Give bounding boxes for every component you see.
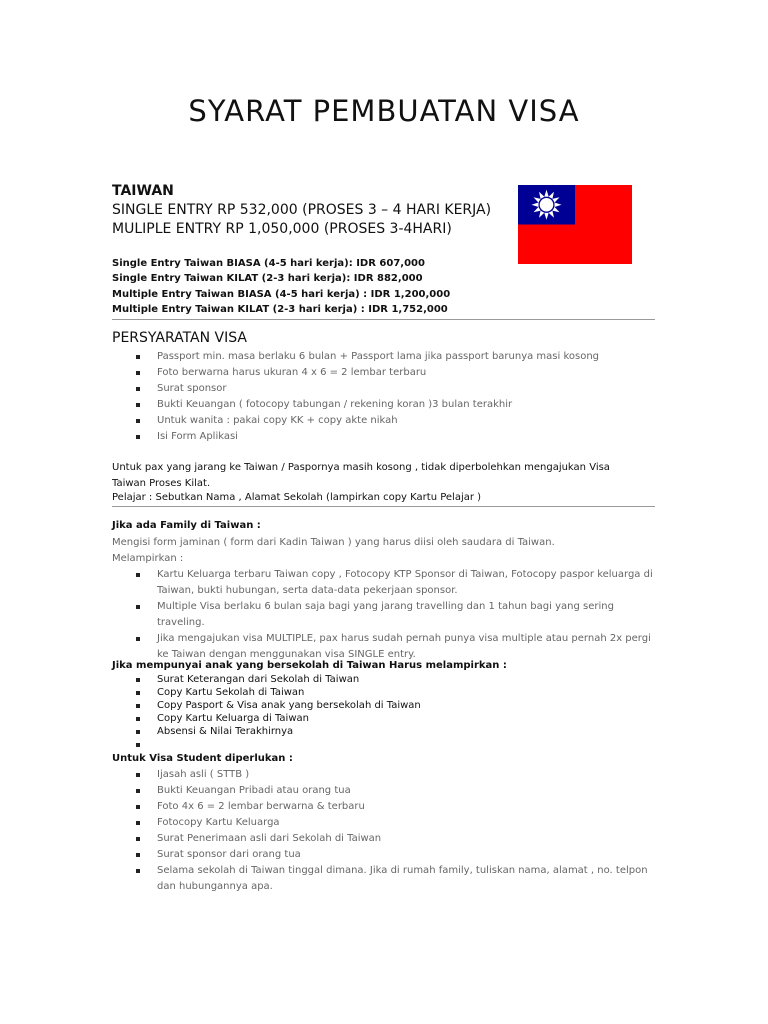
country-heading: TAIWAN bbox=[112, 183, 174, 199]
list-item: Surat sponsor dari orang tua bbox=[112, 847, 657, 863]
list-item: Isi Form Aplikasi bbox=[112, 429, 657, 445]
list-item: Surat sponsor bbox=[112, 381, 657, 397]
persyaratan-heading: PERSYARATAN VISA bbox=[112, 330, 247, 346]
list-item: Foto 4x 6 = 2 lembar berwarna & terbaru bbox=[112, 799, 657, 815]
list-item: Absensi & Nilai Terakhirnya bbox=[112, 725, 657, 738]
list-item: Ijasah asli ( STTB ) bbox=[112, 767, 657, 783]
family-attach-label: Melampirkan : bbox=[112, 553, 184, 564]
page-title: SYARAT PEMBUATAN VISA bbox=[188, 94, 580, 128]
bullet-icon bbox=[136, 435, 140, 439]
list-item bbox=[112, 738, 657, 751]
bullet-icon bbox=[136, 371, 140, 375]
list-item: Bukti Keuangan Pribadi atau orang tua bbox=[112, 783, 657, 799]
bullet-icon bbox=[136, 355, 140, 359]
bullet-icon bbox=[136, 805, 140, 809]
student-heading: Untuk Visa Student diperlukan : bbox=[112, 753, 293, 764]
note-pelajar: Pelajar : Sebutkan Nama , Alamat Sekolah (lampirkan copy Kartu Pelajar ) bbox=[112, 492, 482, 503]
bullet-icon bbox=[136, 869, 140, 873]
bullet-icon bbox=[136, 837, 140, 841]
bullet-icon bbox=[136, 573, 140, 577]
persyaratan-list bbox=[112, 349, 657, 445]
student-list bbox=[112, 767, 657, 895]
taiwan-flag-icon bbox=[518, 185, 632, 264]
list-item: Copy Kartu Sekolah di Taiwan bbox=[112, 686, 657, 699]
note-kilat: Untuk pax yang jarang ke Taiwan / Paspornya masih kosong , tidak diperbolehkan mengajukan Visa Taiwan Proses Kilat. bbox=[112, 462, 610, 489]
list-item: Copy Kartu Keluarga di Taiwan bbox=[112, 712, 657, 725]
family-heading: Jika ada Family di Taiwan : bbox=[112, 520, 261, 531]
anak-list bbox=[112, 673, 657, 751]
bullet-icon bbox=[136, 821, 140, 825]
bullet-icon bbox=[136, 773, 140, 777]
list-item: Copy Pasport & Visa anak yang bersekolah di Taiwan bbox=[112, 699, 657, 712]
list-item: Bukti Keuangan ( fotocopy tabungan / rekening koran )3 bulan terakhir bbox=[112, 397, 657, 413]
bullet-icon bbox=[136, 637, 140, 641]
bullet-icon bbox=[136, 605, 140, 609]
bullet-icon bbox=[136, 730, 140, 734]
family-intro: Mengisi form jaminan ( form dari Kadin Taiwan ) yang harus diisi oleh saudara di Taiwan. bbox=[112, 537, 555, 548]
bullet-icon bbox=[136, 387, 140, 391]
bullet-icon bbox=[136, 717, 140, 721]
list-item: Surat Penerimaan asli dari Sekolah di Taiwan bbox=[112, 831, 657, 847]
bullet-icon bbox=[136, 853, 140, 857]
bullet-icon bbox=[136, 691, 140, 695]
price-line-multiple-kilat: Multiple Entry Taiwan KILAT (2-3 hari kerja) : IDR 1,752,000 bbox=[112, 304, 448, 315]
bullet-icon bbox=[136, 403, 140, 407]
bullet-icon bbox=[136, 789, 140, 793]
family-list bbox=[112, 567, 657, 663]
bullet-icon bbox=[136, 704, 140, 708]
bullet-icon bbox=[136, 743, 140, 747]
single-entry-line: SINGLE ENTRY RP 532,000 (PROSES 3 – 4 HARI KERJA) bbox=[112, 202, 492, 218]
list-item: Fotocopy Kartu Keluarga bbox=[112, 815, 657, 831]
bullet-icon bbox=[136, 678, 140, 682]
list-item: Multiple Visa berlaku 6 bulan saja bagi yang jarang travelling dan 1 tahun bagi yang sering traveling. bbox=[112, 599, 657, 631]
price-line-single-biasa: Single Entry Taiwan BIASA (4-5 hari kerja): IDR 607,000 bbox=[112, 258, 425, 269]
list-item: Selama sekolah di Taiwan tinggal dimana. Jika di rumah family, tuliskan nama, alamat , no. telpon dan hubungannya apa. bbox=[112, 863, 657, 895]
list-item: Untuk wanita : pakai copy KK + copy akte nikah bbox=[112, 413, 657, 429]
bullet-icon bbox=[136, 419, 140, 423]
multiple-entry-line: MULIPLE ENTRY RP 1,050,000 (PROSES 3-4HARI) bbox=[112, 221, 452, 237]
list-item: Kartu Keluarga terbaru Taiwan copy , Fotocopy KTP Sponsor di Taiwan, Fotocopy paspor keluarga di Taiwan, bukti hubungan, serta data-data pekerjaan sponsor. bbox=[112, 567, 657, 599]
list-item: Foto berwarna harus ukuran 4 x 6 = 2 lembar terbaru bbox=[112, 365, 657, 381]
price-line-single-kilat: Single Entry Taiwan KILAT (2-3 hari kerja): IDR 882,000 bbox=[112, 273, 423, 284]
divider bbox=[112, 506, 655, 507]
anak-heading: Jika mempunyai anak yang bersekolah di Taiwan Harus melampirkan : bbox=[112, 660, 507, 671]
divider bbox=[112, 319, 655, 320]
price-line-multiple-biasa: Multiple Entry Taiwan BIASA (4-5 hari kerja) : IDR 1,200,000 bbox=[112, 289, 451, 300]
list-item: Jika mengajukan visa MULTIPLE, pax harus sudah pernah punya visa multiple atau pernah 2x pergi ke Taiwan dengan menggunakan visa SINGLE entry. bbox=[112, 631, 657, 663]
list-item: Surat Keterangan dari Sekolah di Taiwan bbox=[112, 673, 657, 686]
list-item: Passport min. masa berlaku 6 bulan + Passport lama jika passport barunya masi kosong bbox=[112, 349, 657, 365]
